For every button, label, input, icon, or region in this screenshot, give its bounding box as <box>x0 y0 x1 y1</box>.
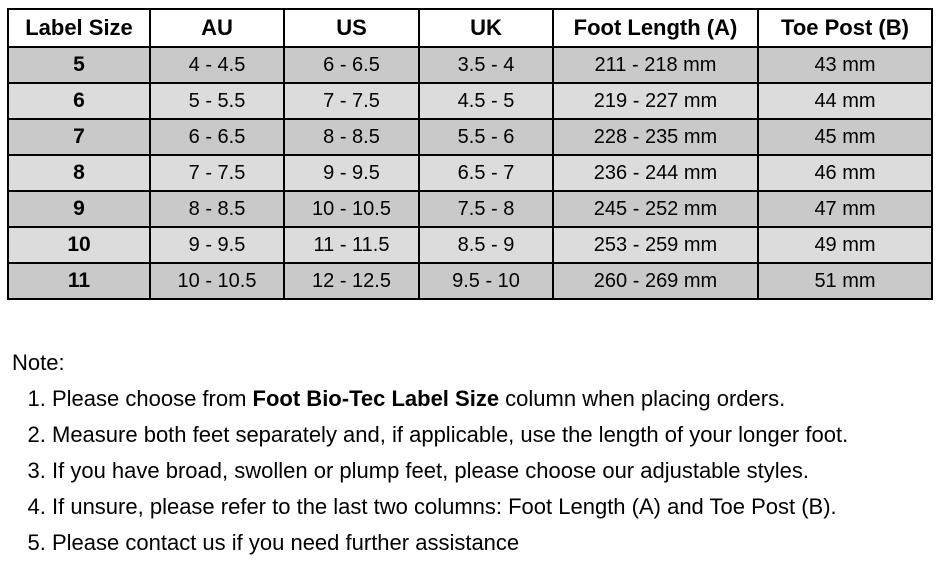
us-cell: 7 - 7.5 <box>284 83 419 119</box>
size-chart-table <box>7 8 933 300</box>
foot-length-cell: 245 - 252 mm <box>553 191 758 227</box>
uk-cell: 6.5 - 7 <box>419 155 553 191</box>
toe-post-cell: 46 mm <box>758 155 932 191</box>
note-item: 4. If unsure, please refer to the last two columns: Foot Length (A) and Toe Post (B). <box>52 489 848 525</box>
au-cell: 10 - 10.5 <box>150 263 284 299</box>
note-item-1-before: Please choose from <box>52 386 253 411</box>
notes-section <box>12 345 848 561</box>
toe-post-cell: 44 mm <box>758 83 932 119</box>
au-cell: 9 - 9.5 <box>150 227 284 263</box>
us-cell: 9 - 9.5 <box>284 155 419 191</box>
toe-post-cell: 47 mm <box>758 191 932 227</box>
header-us: US <box>284 9 419 47</box>
note-item-1-bold: Foot Bio-Tec Label Size <box>252 386 500 411</box>
label-size-cell: 10 <box>8 227 150 263</box>
uk-cell: 7.5 - 8 <box>419 191 553 227</box>
au-cell: 5 - 5.5 <box>150 83 284 119</box>
note-item <box>52 381 848 417</box>
foot-length-cell: 260 - 269 mm <box>553 263 758 299</box>
header-au: AU <box>150 9 284 47</box>
table-row <box>8 191 932 227</box>
us-cell: 12 - 12.5 <box>284 263 419 299</box>
note-item: 3. If you have broad, swollen or plump feet, please choose our adjustable styles. <box>52 453 848 489</box>
uk-cell: 8.5 - 9 <box>419 227 553 263</box>
label-size-cell: 9 <box>8 191 150 227</box>
label-size-cell: 11 <box>8 263 150 299</box>
foot-length-cell: 236 - 244 mm <box>553 155 758 191</box>
label-size-cell: 8 <box>8 155 150 191</box>
us-cell: 6 - 6.5 <box>284 47 419 83</box>
table-row <box>8 227 932 263</box>
header-foot-length: Foot Length (A) <box>553 9 758 47</box>
toe-post-cell: 43 mm <box>758 47 932 83</box>
table-row <box>8 47 932 83</box>
note-item: 2. Measure both feet separately and, if applicable, use the length of your longer foot. <box>52 417 848 453</box>
table-row <box>8 263 932 299</box>
header-toe-post: Toe Post (B) <box>758 9 932 47</box>
notes-list <box>12 381 848 561</box>
notes-title: Note: <box>12 350 65 375</box>
table-row <box>8 155 932 191</box>
us-cell: 10 - 10.5 <box>284 191 419 227</box>
foot-length-cell: 228 - 235 mm <box>553 119 758 155</box>
foot-length-cell: 253 - 259 mm <box>553 227 758 263</box>
foot-length-cell: 211 - 218 mm <box>553 47 758 83</box>
toe-post-cell: 45 mm <box>758 119 932 155</box>
note-item: 5. Please contact us if you need further assistance <box>52 525 848 561</box>
uk-cell: 5.5 - 6 <box>419 119 553 155</box>
label-size-cell: 7 <box>8 119 150 155</box>
table-row <box>8 119 932 155</box>
uk-cell: 3.5 - 4 <box>419 47 553 83</box>
au-cell: 4 - 4.5 <box>150 47 284 83</box>
label-size-cell: 5 <box>8 47 150 83</box>
foot-length-cell: 219 - 227 mm <box>553 83 758 119</box>
table-row <box>8 83 932 119</box>
header-uk: UK <box>419 9 553 47</box>
au-cell: 8 - 8.5 <box>150 191 284 227</box>
uk-cell: 4.5 - 5 <box>419 83 553 119</box>
us-cell: 11 - 11.5 <box>284 227 419 263</box>
uk-cell: 9.5 - 10 <box>419 263 553 299</box>
table-header-row <box>8 9 932 47</box>
toe-post-cell: 51 mm <box>758 263 932 299</box>
us-cell: 8 - 8.5 <box>284 119 419 155</box>
note-item-1-after: column when placing orders. <box>499 386 786 411</box>
au-cell: 7 - 7.5 <box>150 155 284 191</box>
header-label-size: Label Size <box>8 9 150 47</box>
toe-post-cell: 49 mm <box>758 227 932 263</box>
label-size-cell: 6 <box>8 83 150 119</box>
au-cell: 6 - 6.5 <box>150 119 284 155</box>
